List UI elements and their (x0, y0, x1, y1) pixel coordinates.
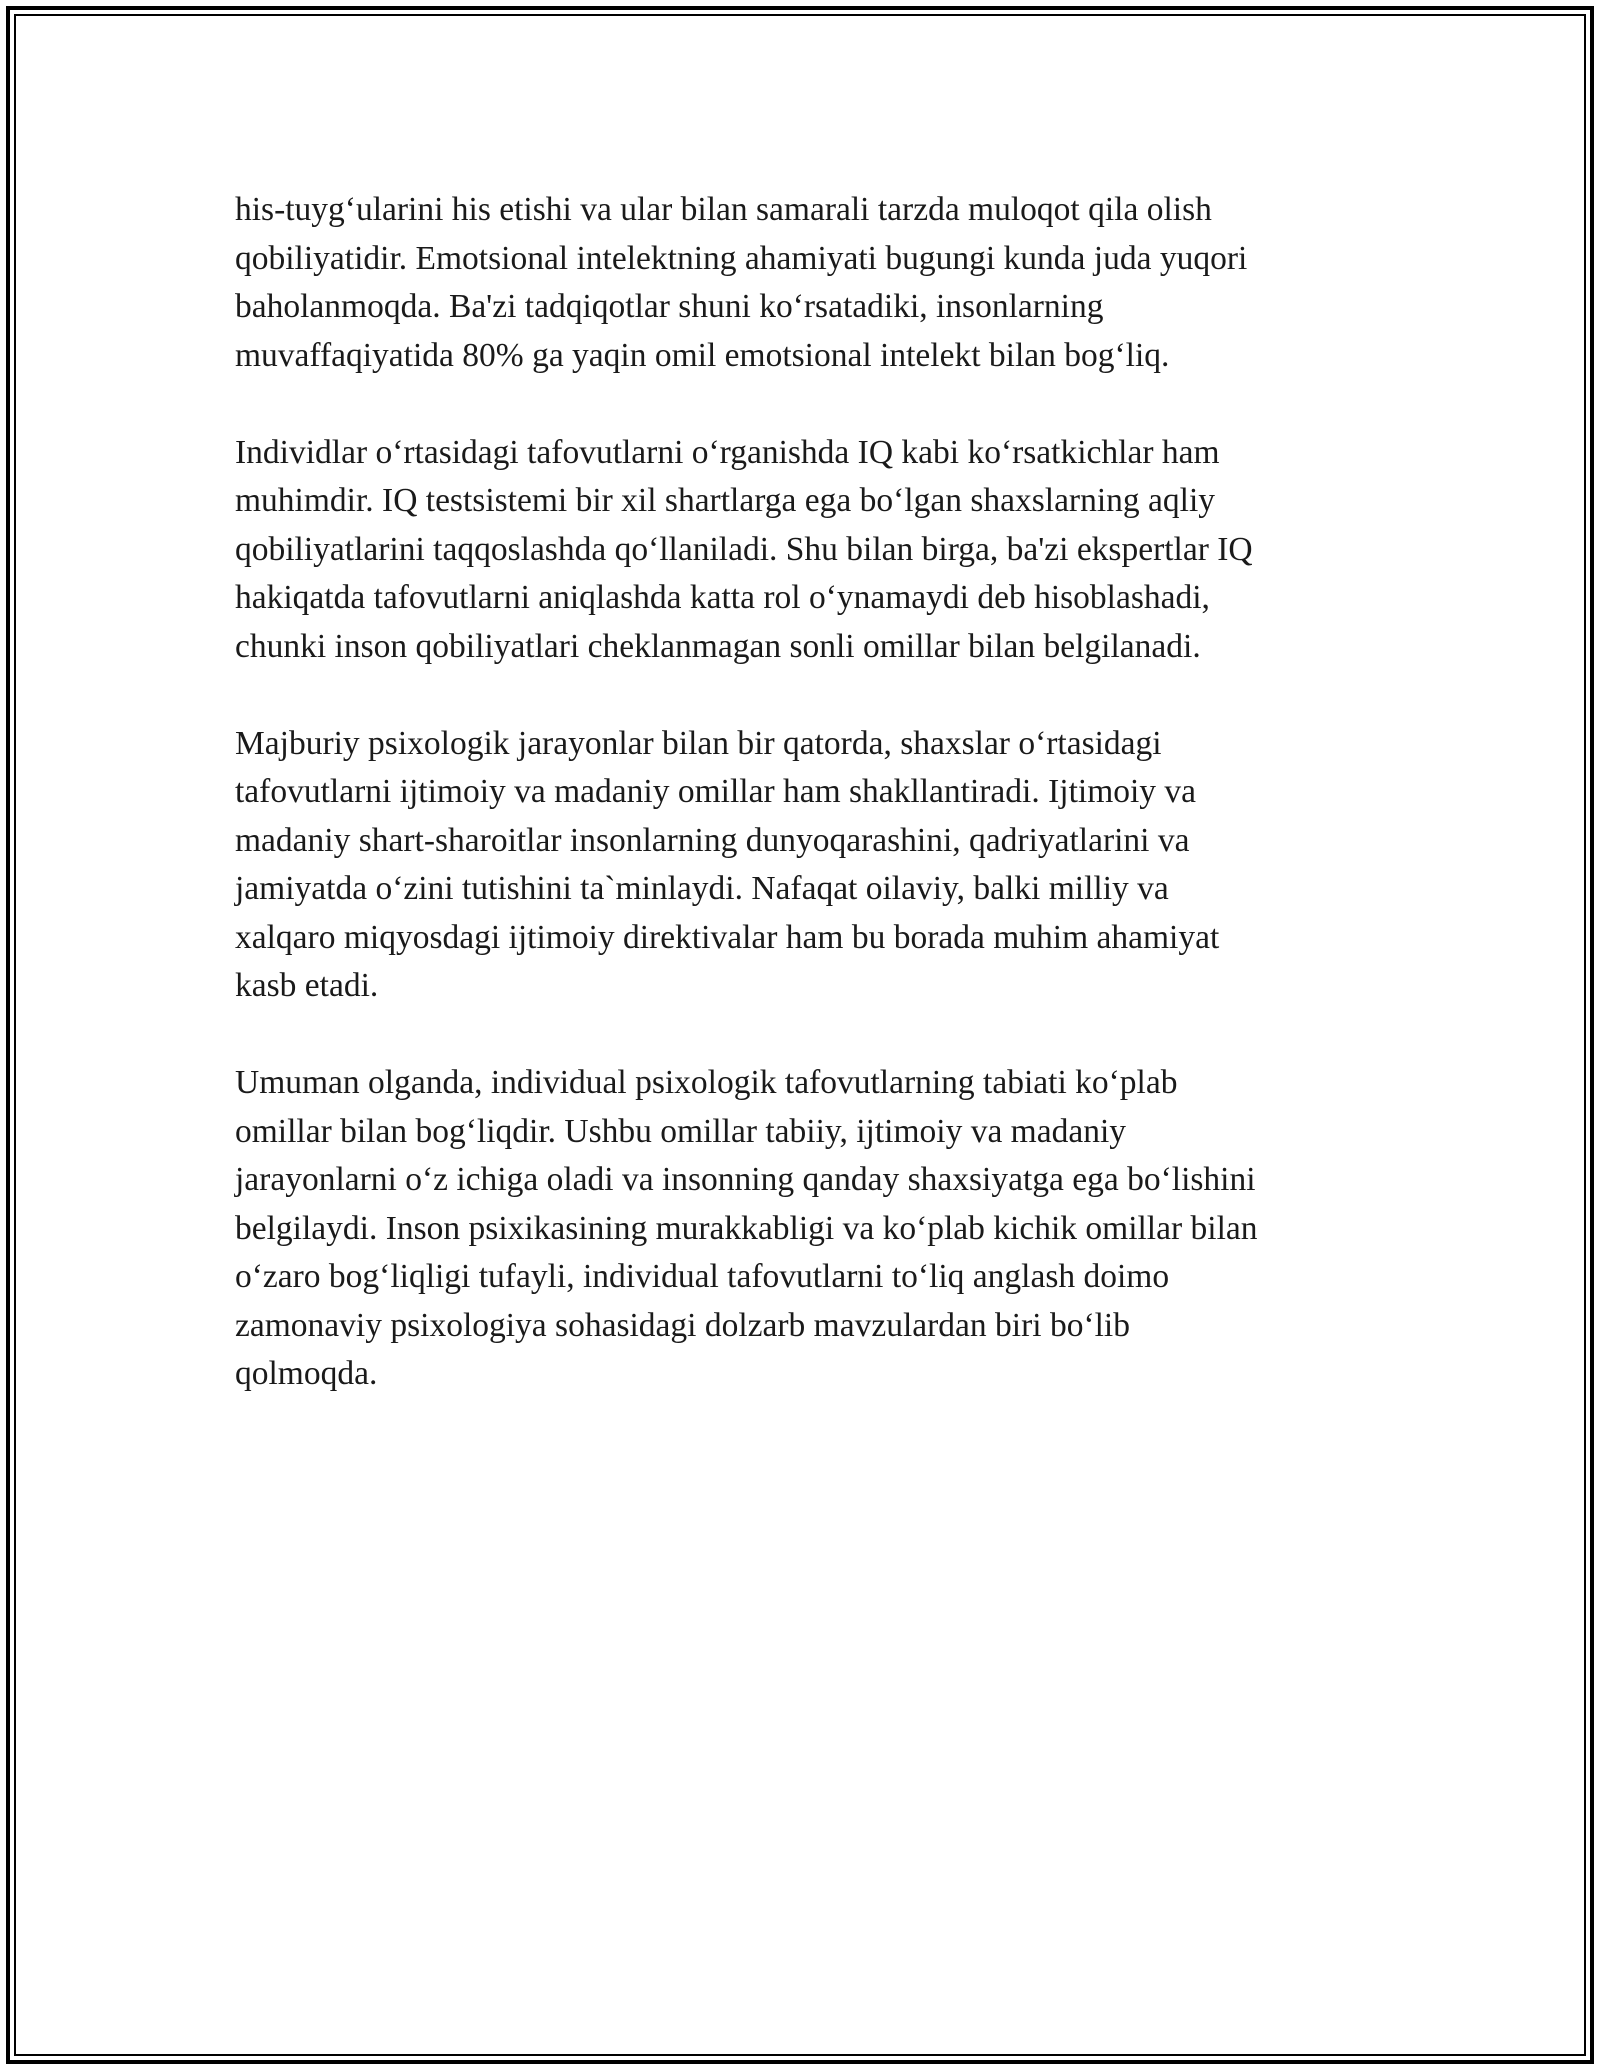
paragraph-social-cultural-factors: Majburiy psixologik jarayonlar bilan bir qatorda, shaxslar o‘rtasidagi tafovutlarni ijtimoiy va madaniy omillar ham shakllantiradi. Ijtimoiy va madaniy shart-sharoitlar insonlarning dunyoqarashini, qadriyatlarini va jamiyatda o‘zini tutishini ta`minlaydi. Nafaqat oilaviy, balki milliy va xalqaro miqyosdagi ijtimoiy direktivalar ham bu borada muhim ahamiyat kasb etadi. (235, 724, 1220, 1004)
document-body (235, 186, 1375, 1447)
paragraph-emotional-intelligence: his-tuyg‘ularini his etishi va ular bilan samarali tarzda muloqot qila olish qobiliyatidir. Emotsional intelektning ahamiyati bugungi kunda juda yuqori baholanmoqda. Ba'zi tadqiqotlar shuni ko‘rsatadiki, insonlarning muvaffaqiyatida 80% ga yaqin omil emotsional intelekt bilan bog‘liq. (235, 191, 1248, 374)
paragraph-conclusion: Umuman olganda, individual psixologik tafovutlarning tabiati ko‘plab omillar bilan bog‘liqdir. Ushbu omillar tabiiy, ijtimoiy va madaniy jarayonlarni o‘z ichiga oladi va insonning qanday shaxsiyatga ega bo‘lishini belgilaydi. Inson psixikasining murakkabligi va ko‘plab kichik omillar bilan o‘zaro bog‘liqligi tufayli, individual tafovutlarni to‘liq anglash doimo zamonaviy psixologiya sohasidagi dolzarb mavzulardan biri bo‘lib qolmoqda. (235, 1064, 1258, 1392)
paragraph-iq-differences: Individlar o‘rtasidagi tafovutlarni o‘rganishda IQ kabi ko‘rsatkichlar ham muhimdir. IQ testsistemi bir xil shartlarga ega bo‘lgan shaxslarning aqliy qobiliyatlarini taqqoslashda qo‘llaniladi. Shu bilan birga, ba'zi ekspertlar IQ hakiqatda tafovutlarni aniqlashda katta rol o‘ynamaydi deb hisoblashadi, chunki inson qobiliyatlari cheklanmagan sonli omillar bilan belgilanadi. (235, 433, 1253, 665)
